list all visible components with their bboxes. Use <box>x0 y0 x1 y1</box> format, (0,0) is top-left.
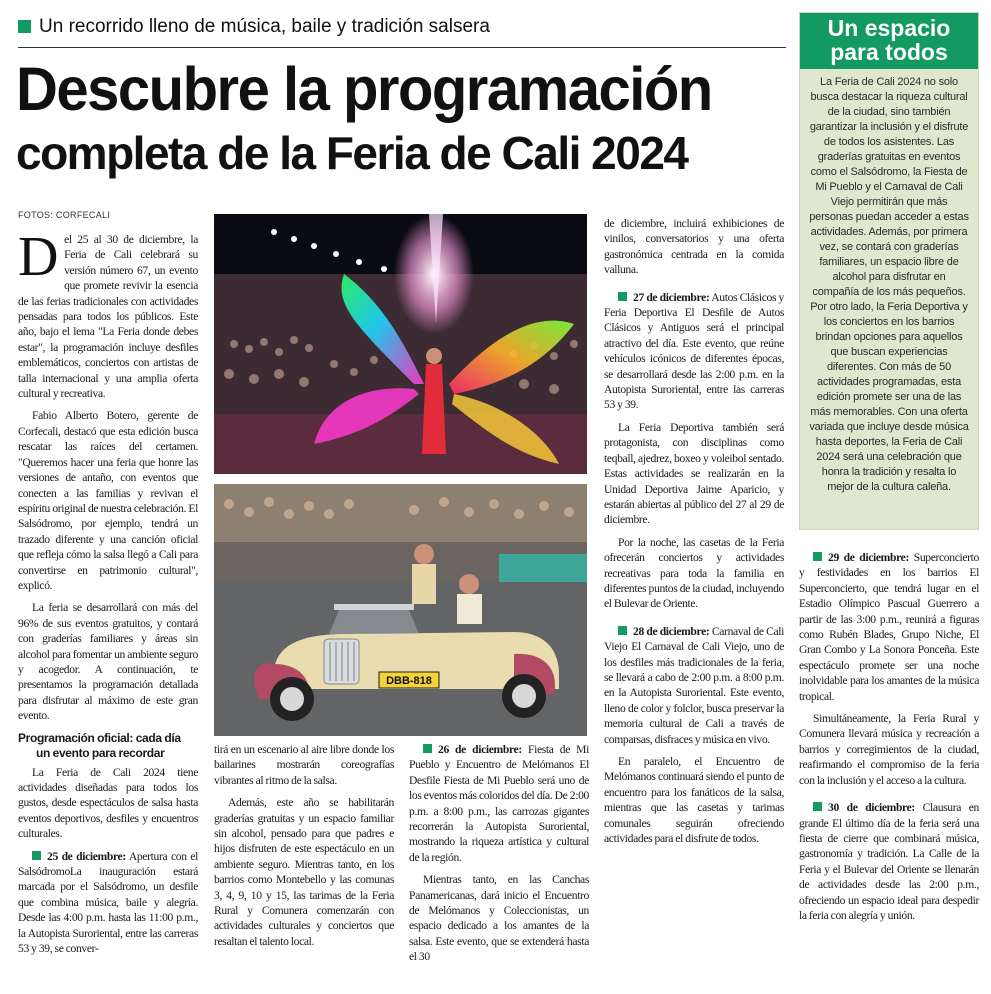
day-entry-29 <box>799 550 979 704</box>
article-column-1 <box>18 226 198 963</box>
drop-cap: D <box>18 226 59 288</box>
day-text: Carnaval de Cali Viejo El Carnaval de Cali Viejo, uno de los desfiles más tradicionales de la feria, se llevará a cabo de 2:00 p.m. a 8:00 p.m. en la Autopista Suroriental. Este evento, lleno de color y folclor, busca preservar la memoria cultural de Cali a través de comparsas, disfraces y música en vivo. <box>604 624 784 746</box>
article-column-3 <box>409 742 589 972</box>
day-label: 30 de diciembre: <box>828 801 915 815</box>
green-bullet-icon <box>423 744 432 753</box>
paragraph: Simultáneamente, la Feria Rural y Comunera llevará música y recreación a barrios y corregimientos de la ciudad, reafirmando el compromiso de la feria con la inclusión y el acceso a la cultura. <box>799 712 979 787</box>
green-bullet-icon <box>32 851 41 860</box>
green-bullet-icon <box>618 626 627 635</box>
paragraph: La Feria de Cali 2024 tiene actividades diseñadas para todos los gustos, desde espectáculos de salsa hasta eventos deportivos, desfiles y encuentros culturales. <box>18 765 198 841</box>
day-text: Apertura con el SalsódromoLa inauguración estará marcada por el Salsódromo, un desfile que combina música, baile y alegría. Desde las 4:00 p.m. hasta las 11:00 p.m., la Autopista Suroriental, entre las carreras 53 y 39, se conver- <box>18 849 198 956</box>
classic-car-photo-illustration <box>214 484 587 736</box>
day-text: Superconcierto y festividades en los barrios El Superconcierto, que tendrá lugar en el Estadio Olímpico Pascual Guerrero a partir de las 3:00 p.m., reunirá a figuras como Rubén Blades, Grupo Niche, El Gran Combo y La Sonora Ponceña. Este espectáculo promete ser una noche inolvidable para los amantes de la música tropical. <box>799 551 979 703</box>
day-text: Fiesta de Mi Pueblo y Encuentro de Melómanos El Desfile Fiesta de Mi Pueblo será uno de los eventos más coloridos del día. De 2:00 p.m. a 8:00 p.m., las carrozas gigantes recorrerán la Autopista Suroriental, mostrando la riqueza artística y cultural de la región. <box>409 743 589 864</box>
subhead-line-1: Programación oficial: cada día <box>18 730 181 745</box>
photo-carnival-dancer <box>214 214 587 474</box>
paragraph: La Feria Deportiva también será protagonista, con disciplinas como teqball, ajedrez, boxeo y voleibol sentado. Estas actividades se realizarán en la Unidad Deportiva Jaime Aparicio, y estarán abiertas al público del 27 al 29 de diciembre. <box>604 420 784 527</box>
headline-line-1: Descubre la programación <box>16 55 712 124</box>
day-label: 25 de diciembre: <box>47 849 126 863</box>
day-entry-25 <box>18 849 198 957</box>
day-label: 28 de diciembre: <box>633 624 710 638</box>
day-entry-27 <box>604 290 784 413</box>
paragraph: La feria se desarrollará con más del 96% de sus eventos gratuitos, y contará con graderías familiares y áreas sin alcohol para fomentar un ambiente seguro y acogedor. A continuación, te presentamos la programación detallada para disfrutar al máximo de este gran evento. <box>18 601 198 723</box>
green-bullet-icon <box>813 802 822 811</box>
section-subhead <box>18 731 198 761</box>
day-label: 29 de diciembre: <box>828 551 909 564</box>
sidebar-box <box>799 12 979 530</box>
sidebar-title-line-1: Un espacio <box>827 15 951 41</box>
article-column-4 <box>604 216 784 853</box>
day-text: Autos Clásicos y Feria Deportiva El Desfile de Autos Clásicos y Antiguos será el principal atractivo del día. Este evento, que reúne vehículos icónicos de diferentes épocas, se desarrollará desde las 2:00 p.m. en la Autopista Suroriental, entre las carreras 53 y 39. <box>604 290 785 412</box>
day-entry-26 <box>409 742 589 865</box>
sidebar-title <box>800 13 978 69</box>
kicker-text: Un recorrido lleno de música, baile y tradición salsera <box>39 16 490 37</box>
day-label: 26 de diciembre: <box>438 743 522 756</box>
day-text: Clausura en grande El último día de la feria será una fiesta de cierre que combinará música, gastronomía y tradición. La Calle de la Feria y el Bulevar del Oriente se llenarán de actividades desde las 2:00 p.m., ofreciendo un espacio ideal para despedir la feria con alegría y unión. <box>799 801 980 922</box>
intro-text: el 25 al 30 de diciembre, la Feria de Cali celebrará su versión número 67, un evento que promete revivir la esencia de las ferias tradicionales con actividades pensadas para todos los públicos. Este año, bajo el lema "La Feria donde debes estar", la programación incluye desfiles emblemáticos, conciertos con artistas de talla internacional y una amplia oferta cultural y recreativa. <box>18 233 198 401</box>
green-bullet-icon <box>618 292 627 301</box>
subhead-line-2: un evento para recordar <box>36 745 165 760</box>
photo-classic-car-parade <box>214 484 587 736</box>
green-square-icon <box>18 20 31 33</box>
article-column-2 <box>214 742 394 956</box>
license-plate: DBB-818 <box>386 675 432 687</box>
paragraph: de diciembre, incluirá exhibiciones de vinilos, conversatorios y una oferta gastronómica centrada en la comida valluna. <box>604 217 784 277</box>
article-column-5 <box>799 550 979 930</box>
day-entry-30 <box>799 800 979 923</box>
day-label: 27 de diciembre: <box>633 290 710 304</box>
headline <box>16 56 796 182</box>
green-bullet-icon <box>813 552 822 561</box>
paragraph: tirá en un escenario al aire libre donde los bailarines mostrarán coreografías vibrantes al ritmo de la salsa. <box>214 743 394 787</box>
kicker <box>18 14 786 48</box>
paragraph: Fabio Alberto Botero, gerente de Corfecali, destacó que esta edición busca rescatar las raíces del certamen. "Queremos hacer una feria que honre las versiones de antaño, con eventos que conecten a las familias y revivan el espíritu original de nuestra celebración. El Salsódromo, por ejemplo, tendrá un trazado diferente y una canción oficial que refleja cómo la salsa llegó a Cali para convertirse en patrimonio cultural", explicó. <box>18 409 198 592</box>
day-entry-28 <box>604 624 784 747</box>
photo-credit: FOTOS: CORFECALI <box>18 210 111 220</box>
paragraph: Además, este año se habilitarán graderías gratuitas y un espacio familiar sin alcohol, pensado para que padres e hijos disfruten de este espectáculo en un ambiente seguro. Mientras tanto, en los barrios como Montebello y las comunas 3, 4, 9, 10 y 15, las tarimas de la Feria Rural y Comunera comenzarán con actividades culturales y conciertos que resaltan el talento local. <box>214 796 394 948</box>
paragraph: Por la noche, las casetas de la Feria ofrecerán conciertos y actividades recreativas para toda la familia en diferentes puntos de la ciudad, incluyendo el Bulevar de Oriente. <box>604 535 784 611</box>
sidebar-title-line-2: para todos <box>830 39 948 65</box>
headline-line-2: completa de la Feria de Cali 2024 <box>16 127 688 179</box>
carnival-photo-illustration <box>214 214 587 474</box>
intro-paragraph <box>18 226 198 401</box>
sidebar-body: La Feria de Cali 2024 no solo busca destacar la riqueza cultural de la ciudad, sino también garantizar la inclusión y el disfrute de todos los asistentes. Las graderías gratuitas en eventos como el Salsódromo, la Fiesta de Mi Pueblo y el Carnaval de Cali Viejo permitirán que más personas puedan acceder a estas actividades. Además, por primera vez, se contará con graderías familiares, un espacio libre de alcohol para disfrutar en compañía de los más pequeños. Por otro lado, la Feria Deportiva y los conciertos en los barrios brindan opciones para aquellos que buscan experiencias diferentes. Con más de 50 actividades programadas, esta edición promete ser una de las más memorables. Con una oferta variada que incluye desde música hasta deportes, la Feria de Cali 2024 será una celebración que honra la tradición y resalta lo mejor de la cultura caleña. <box>809 76 969 493</box>
paragraph: En paralelo, el Encuentro de Melómanos continuará siendo el punto de encuentro para los fanáticos de la salsa, mientras que las casetas y tarimas comunales seguirán ofreciendo actividades para el disfrute de todos. <box>604 755 784 846</box>
paragraph: Mientras tanto, en las Canchas Panamericanas, dará inicio el Encuentro de Melómanos y Coleccionistas, un espacio dedicado a los amantes de la salsa. Este evento, que se extenderá hasta el 30 <box>409 873 589 964</box>
